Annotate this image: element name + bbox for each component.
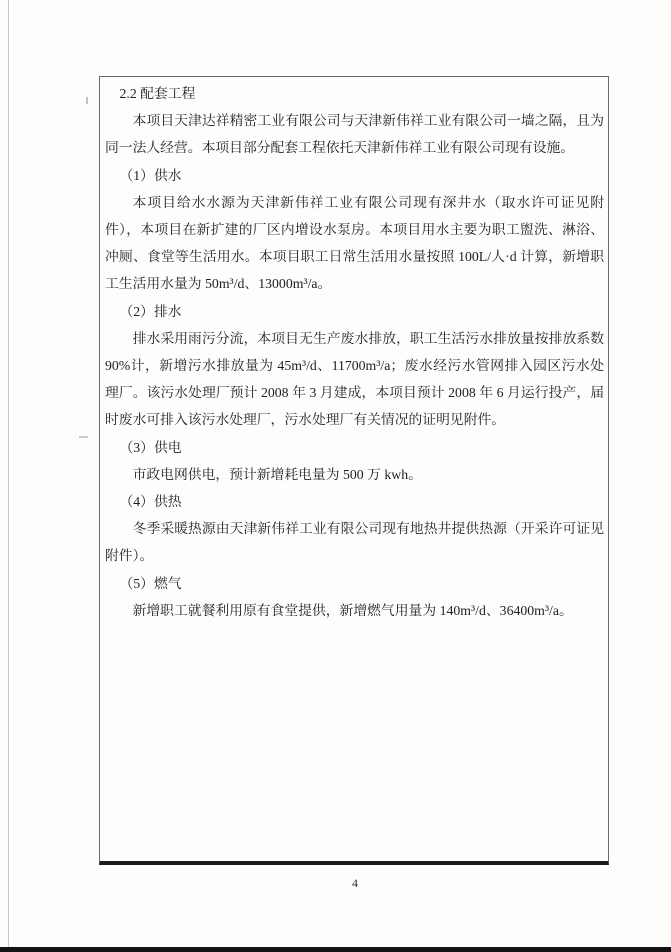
document-border-box xyxy=(99,76,609,865)
subsection-label-heat-supply: （4）供热 xyxy=(119,494,182,510)
scan-edge-line xyxy=(8,0,9,952)
subsection-body-water-supply: 本项目给水水源为天津新伟祥工业有限公司现有深井水（取水许可证见附件），本项目在新扩建的厂区内增设水泵房。本项目用水主要为职工盥洗、淋浴、冲厕、食堂等生活用水。本项目职工日常生活用水量按照 100L/人·d 计算，新增职工生活用水量为 50m³/d、13000m³/a。 xyxy=(105,194,604,292)
page-number: 4 xyxy=(352,876,358,890)
scan-speckle xyxy=(79,436,88,438)
scan-speckle xyxy=(86,97,88,104)
subsection-label-drainage: （2）排水 xyxy=(119,303,182,319)
subsection-body-gas-supply: 新增职工就餐利用原有食堂提供，新增燃气用量为 140m³/d、36400m³/a。 xyxy=(132,602,573,618)
subsection-body-heat-supply: 冬季采暖热源由天津新伟祥工业有限公司现有地热井提供热源（开采许可证见附件）。 xyxy=(105,521,604,564)
subsection-label-gas-supply: （5）燃气 xyxy=(119,575,182,591)
subsection-body-drainage: 排水采用雨污分流，本项目无生产废水排放，职工生活污水排放量按排放系数 90%计，新增污水排放量为 45m³/d、11700m³/a；废水经污水管网排入园区污水处理厂。该污水处理厂预计 2008 年 3 月建成，本项目预计 2008 年 6 月运行投产，届时废水可排入该污水处理厂，污水处理厂有关情况的证明见附件。 xyxy=(105,330,604,428)
subsection-body-power-supply: 市政电网供电，预计新增耗电量为 500 万 kwh。 xyxy=(132,466,422,482)
intro-paragraph: 本项目天津达祥精密工业有限公司与天津新伟祥工业有限公司一墙之隔，且为同一法人经营。本项目部分配套工程依托天津新伟祥工业有限公司现有设施。 xyxy=(105,113,604,156)
section-title: 2.2 配套工程 xyxy=(119,86,196,101)
subsection-label-power-supply: （3）供电 xyxy=(119,439,182,455)
scan-bottom-edge xyxy=(0,947,671,952)
subsection-label-water-supply: （1）供水 xyxy=(119,167,182,183)
